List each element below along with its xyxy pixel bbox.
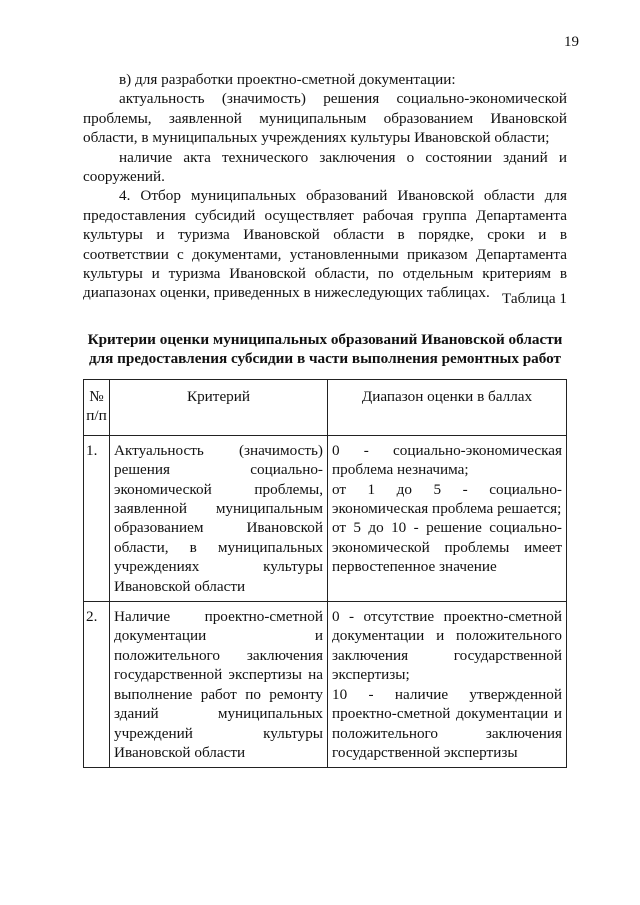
row-criterion: Актуальность (значимость) решения социально-экономической проблемы, заявленной муниципальным образованием Ивановской области, в муниципальных учреждениях культуры Ивановской области bbox=[110, 435, 328, 601]
range-item: от 1 до 5 - социально-экономическая проблема решается; bbox=[332, 480, 562, 518]
paragraph: в) для разработки проектно-сметной документации: bbox=[119, 71, 456, 88]
row-number: 1. bbox=[84, 435, 110, 601]
body-text bbox=[83, 70, 567, 303]
paragraph: 4. Отбор муниципальных образований Ивановской области для предоставления субсидий осуществляет рабочая группа Департамента культуры и туризма Ивановской области в порядке, сроки и в соответствии с документами, установленными приказом Департамента культуры и туризма Ивановской области, по отдельным критериям в диапазонах оценки, приведенных в нижеследующих таблицах. bbox=[83, 187, 567, 302]
row-range bbox=[328, 435, 567, 601]
page-number: 19 bbox=[564, 34, 579, 50]
paragraph: наличие акта технического заключения о состоянии зданий и сооружений. bbox=[83, 148, 567, 186]
criteria-table bbox=[83, 379, 567, 768]
range-item: 0 - социально-экономическая проблема незначима; bbox=[332, 441, 562, 479]
row-range bbox=[328, 602, 567, 768]
range-item: 10 - наличие утвержденной проектно-сметной документации и положительного заключения государственной экспертизы bbox=[332, 685, 562, 761]
header-range: Диапазон оценки в баллах bbox=[328, 380, 567, 436]
row-number: 2. bbox=[84, 602, 110, 768]
row-criterion: Наличие проектно-сметной документации и положительного заключения государственной экспертизы на выполнение работ по ремонту зданий муниципальных учреждений культуры Ивановской области bbox=[110, 602, 328, 768]
table-label: Таблица 1 bbox=[502, 290, 567, 307]
table-title: Критерии оценки муниципальных образований Ивановской области для предоставления субсидии в части выполнения ремонтных работ bbox=[87, 331, 563, 368]
table-row bbox=[84, 435, 567, 601]
range-item: 0 - отсутствие проектно-сметной документации и положительного заключения государственной экспертизы; bbox=[332, 608, 562, 684]
header-num: № п/п bbox=[84, 380, 110, 436]
paragraph: актуальность (значимость) решения социально-экономической проблемы, заявленной муниципальным образованием Ивановской области, в муниципальных учреждениях культуры Ивановской области; bbox=[83, 90, 567, 147]
table-row bbox=[84, 602, 567, 768]
header-criterion: Критерий bbox=[110, 380, 328, 436]
table-header-row bbox=[84, 380, 567, 436]
range-item: от 5 до 10 - решение социально-экономической проблемы имеет первостепенное значение bbox=[332, 519, 562, 576]
